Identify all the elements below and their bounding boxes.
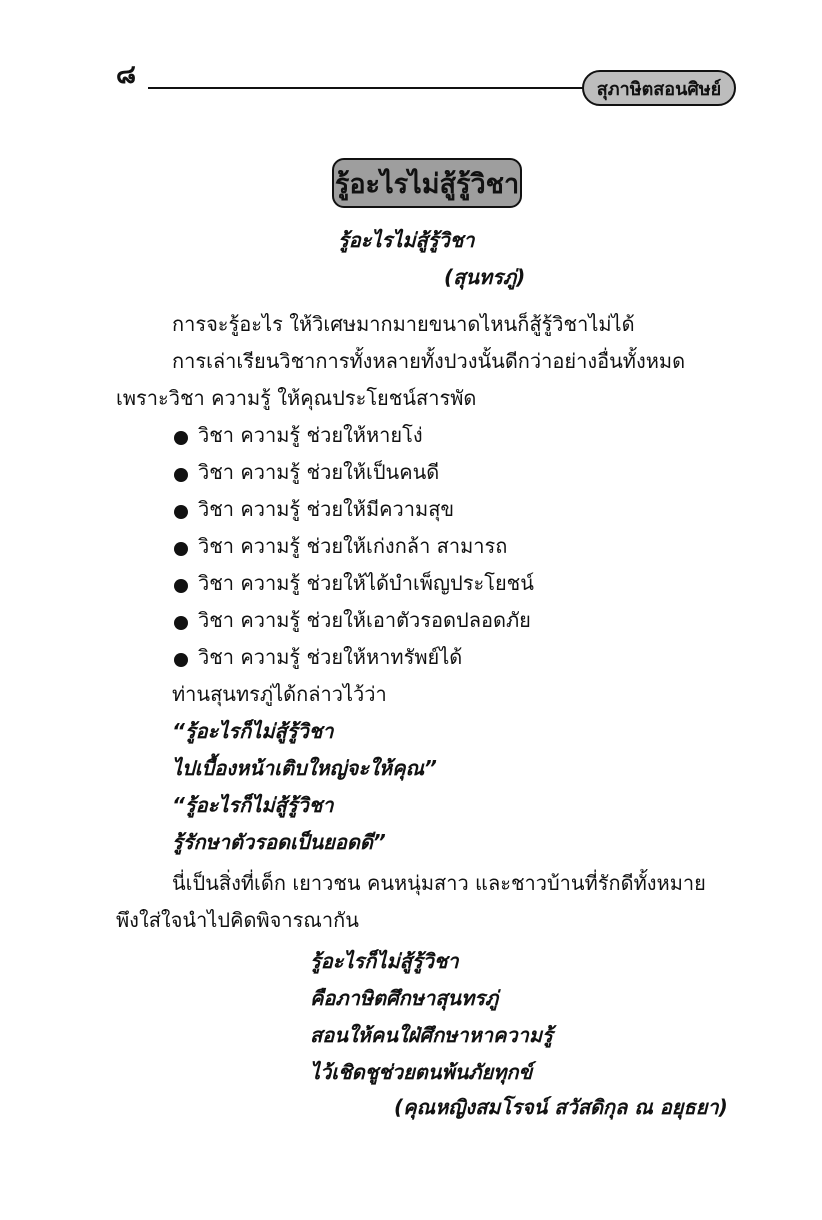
bullet-dot <box>174 468 188 482</box>
quote-line-2: ไปเบื้องหน้าเติบใหญ่จะให้คุณ” <box>172 756 437 780</box>
bullet-item-6: วิชา ความรู้ ช่วยให้เอาตัวรอดปลอดภัย <box>198 608 531 632</box>
bullet-item-5: วิชา ความรู้ ช่วยให้ได้บำเพ็ญประโยชน์ <box>198 571 534 595</box>
bullet-item-7: วิชา ความรู้ ช่วยให้หาทรัพย์ได้ <box>198 645 463 669</box>
paragraph-3: เพราะวิชา ความรู้ ให้คุณประโยชน์สารพัด <box>116 386 477 410</box>
epigraph-line: รู้อะไรไม่สู้รู้วิชา <box>338 228 475 252</box>
bullet-dot <box>174 579 188 593</box>
bullet-dot <box>174 542 188 556</box>
quote-line-4: รู้รักษาตัวรอดเป็นยอดดี” <box>172 830 386 854</box>
paragraph-2: การเล่าเรียนวิชาการทั้งหลายทั้งปวงนั้นดีกว่าอย่างอื่นทั้งหมด <box>172 349 686 373</box>
section-title: รู้อะไรไม่สู้รู้วิชา <box>332 158 522 208</box>
paragraph-1: การจะรู้อะไร ให้วิเศษมากมายขนาดไหนก็สู้รู้วิชาไม่ได้ <box>172 312 635 336</box>
bullet-item-3: วิชา ความรู้ ช่วยให้มีความสุข <box>198 497 455 521</box>
quote-line-1: “รู้อะไรก็ไม่สู้รู้วิชา <box>172 719 334 743</box>
page-number: ๘ <box>116 60 137 90</box>
bullet-item-2: วิชา ความรู้ ช่วยให้เป็นคนดี <box>198 460 440 484</box>
epigraph-author: (สุนทรภู่) <box>444 265 526 289</box>
bullet-dot <box>174 616 188 630</box>
poem-line-2: คือภาษิตศึกษาสุนทรภู่ <box>310 986 499 1010</box>
poem-line-1: รู้อะไรก็ไม่สู้รู้วิชา <box>310 949 459 973</box>
bullet-item-4: วิชา ความรู้ ช่วยให้เก่งกล้า สามารถ <box>198 534 508 558</box>
poem-line-4: ไว้เชิดชูช่วยตนพ้นภัยทุกข์ <box>310 1060 533 1084</box>
poem-attribution: (คุณหญิงสมโรจน์ สวัสดิกุล ณ อยุธยา) <box>394 1095 728 1119</box>
bullet-dot <box>174 431 188 445</box>
bullet-dot <box>174 653 188 667</box>
bullet-dot <box>174 505 188 519</box>
quote-line-3: “รู้อะไรก็ไม่สู้รู้วิชา <box>172 793 334 817</box>
bullet-item-1: วิชา ความรู้ ช่วยให้หายโง่ <box>198 423 423 447</box>
poem-line-3: สอนให้คนใฝ่ศึกษาหาความรู้ <box>310 1023 553 1047</box>
quote-intro: ท่านสุนทรภู่ได้กล่าวไว้ว่า <box>172 682 387 706</box>
closing-line-1: นี่เป็นสิ่งที่เด็ก เยาวชน คนหนุ่มสาว และชาวบ้านที่รักดีทั้งหมาย <box>172 871 706 895</box>
book-title-badge: สุภาษิตสอนศิษย์ <box>582 70 736 106</box>
header-rule <box>148 87 584 89</box>
closing-line-2: พึงใส่ใจนำไปคิดพิจารณากัน <box>116 908 359 932</box>
